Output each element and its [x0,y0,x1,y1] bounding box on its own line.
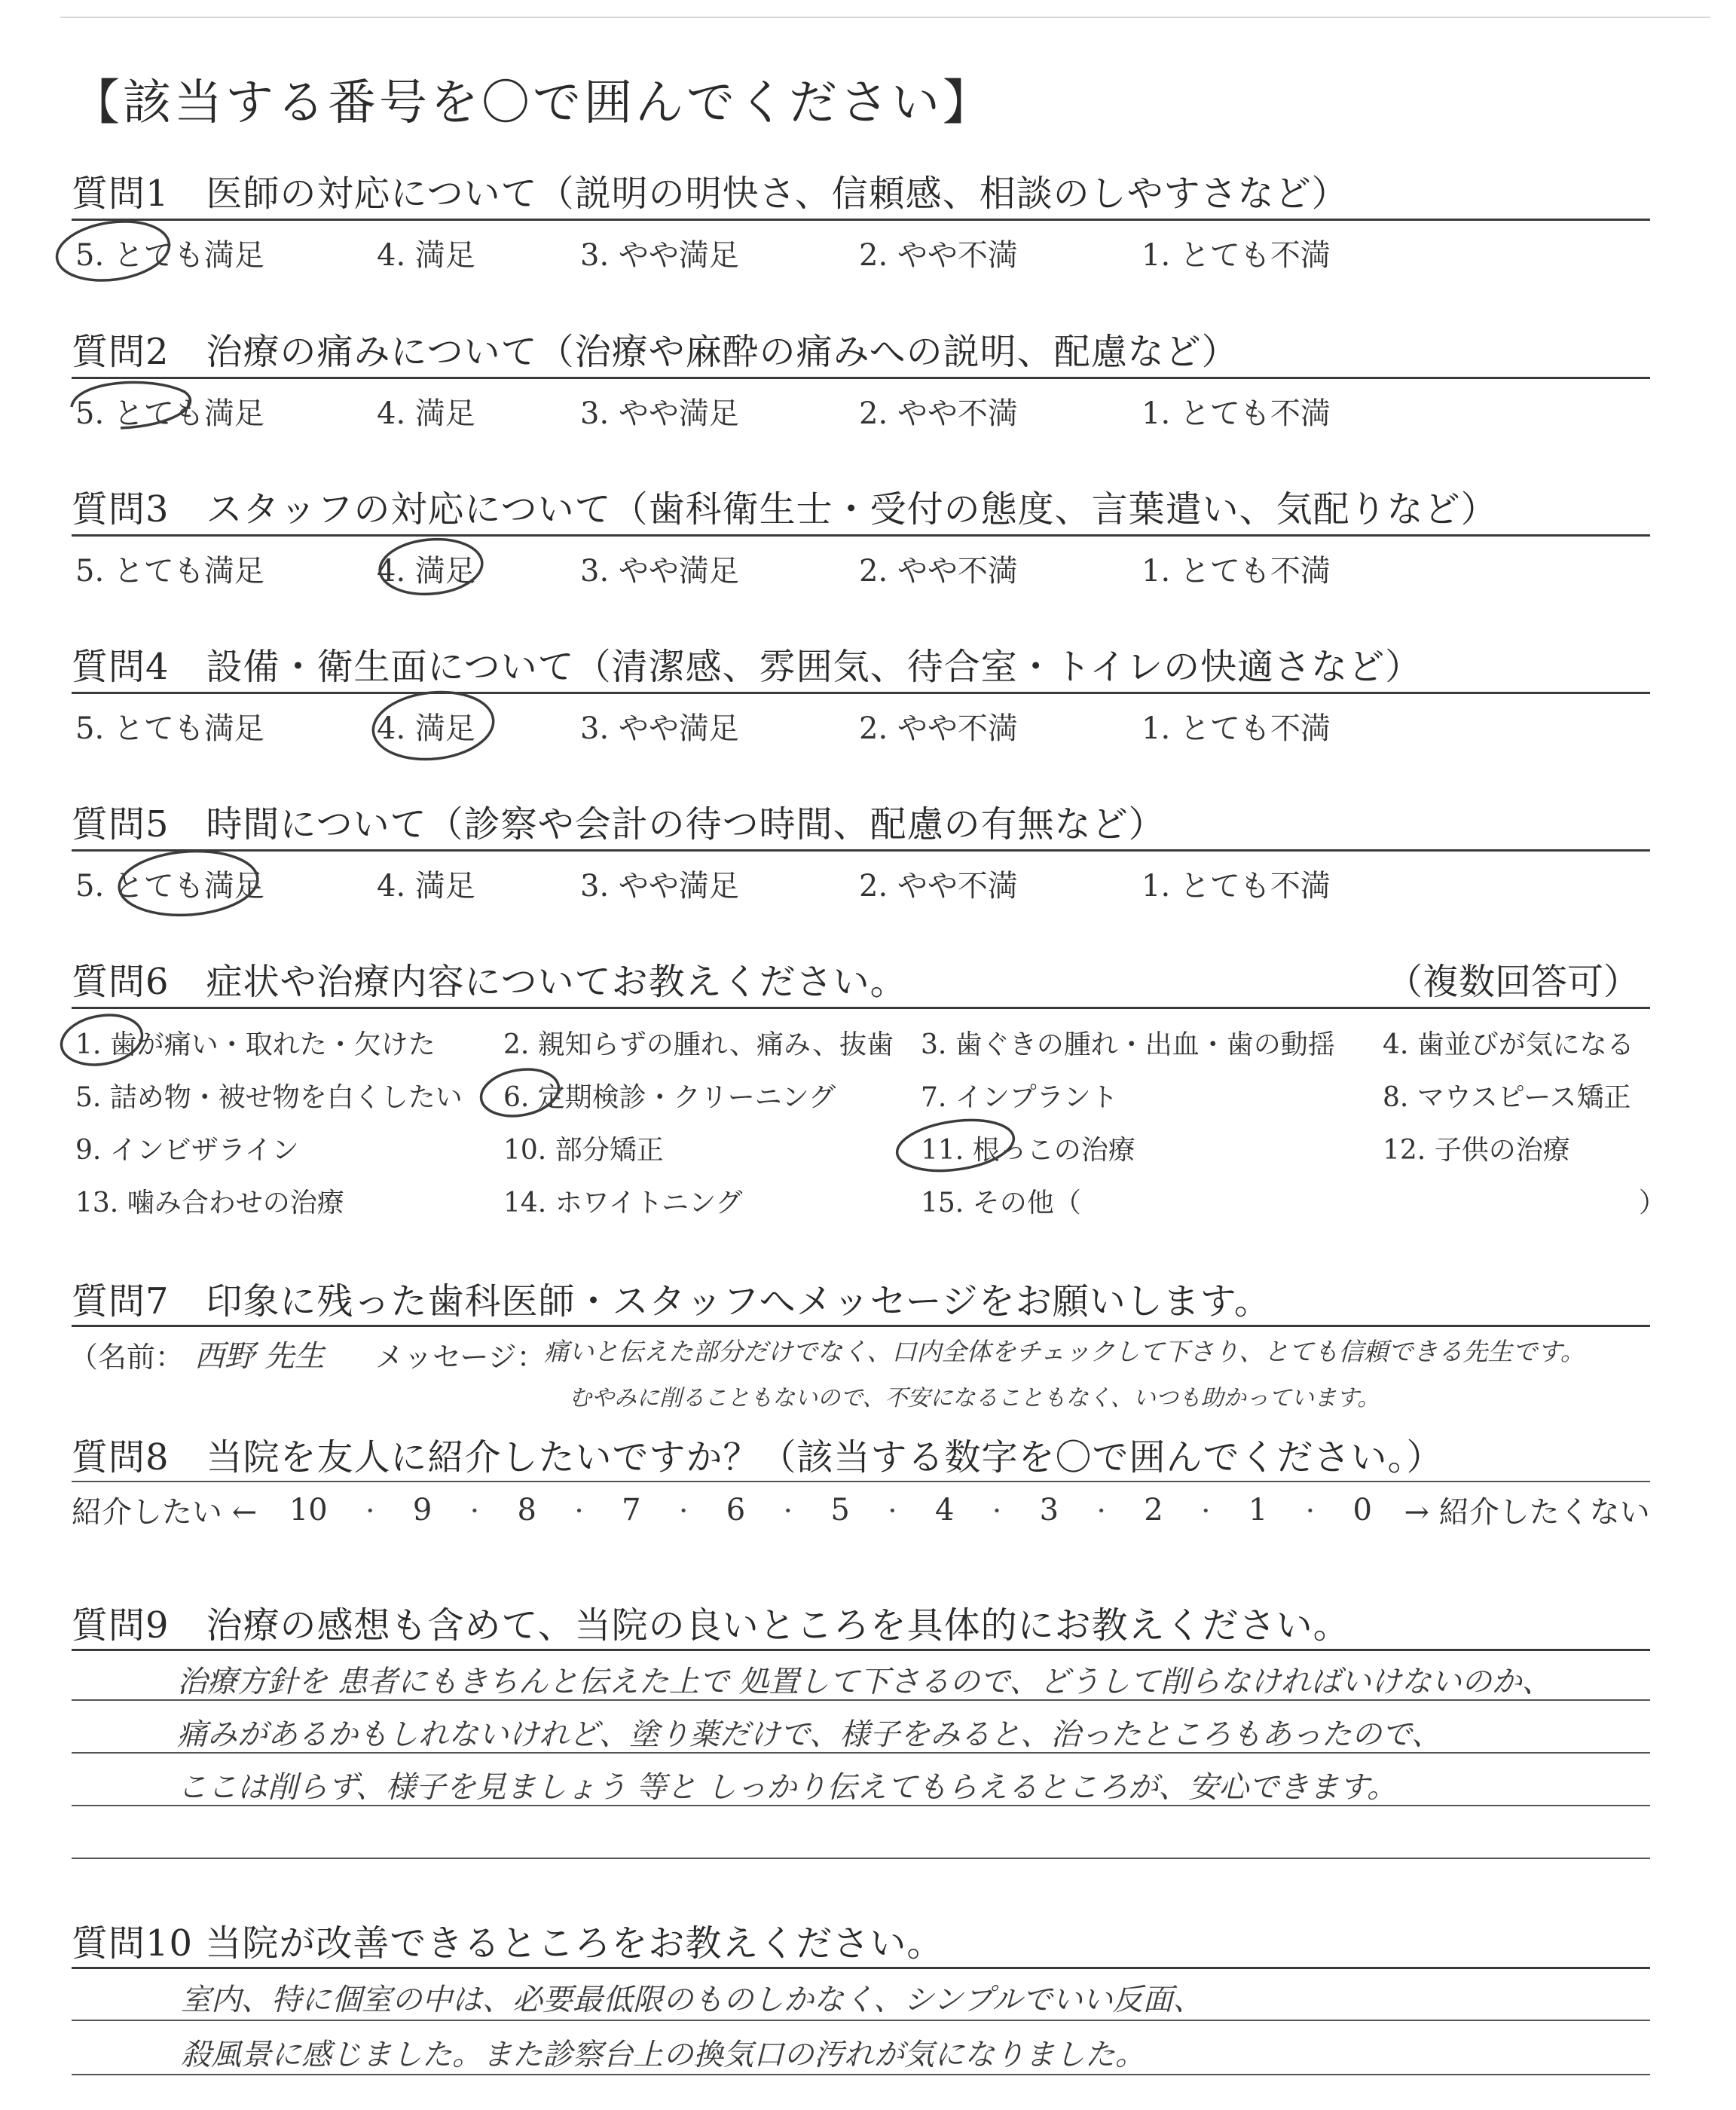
scale-10[interactable]: 10 [289,1492,328,1527]
q3-option-4[interactable]: 4. 満足 [377,554,475,589]
q2-option-5[interactable]: 5. とても満足 [75,396,264,431]
q6-option-15[interactable]: 15. その他（ [921,1188,1081,1219]
q6-option-11[interactable]: 11. 根っこの治療 [921,1135,1135,1166]
scale-separator: ・ [1195,1498,1217,1524]
q7-message-line-2[interactable]: むやみに削ることもないので、不安になることもなく、いつも助かっています。 [569,1385,1380,1411]
page-top-border [60,17,1710,18]
q9-answer-line-1[interactable]: 治療方針を 患者にもきちんと伝えた上で 処置して下さるので、どうして削らなければいけないのか、 [177,1665,1552,1699]
scale-separator: ・ [986,1498,1008,1524]
question-9-title: 質問9 治療の感想も含めて、当院の良いところを具体的にお教えください。 [72,1604,1350,1647]
q2-option-3[interactable]: 3. やや満足 [580,396,739,431]
scale-4[interactable]: 4 [935,1492,955,1527]
q3-option-2[interactable]: 2. やや不満 [859,554,1018,589]
scale-separator: ・ [1299,1498,1321,1524]
q9-answer-rule [72,1752,1650,1754]
scale-separator: ・ [882,1498,903,1524]
q6-option-7[interactable]: 7. インプラント [921,1082,1118,1113]
question-10-title: 質問10 当院が改善できるところをお教えください。 [72,1922,944,1965]
q2-option-1[interactable]: 1. とても不満 [1142,396,1331,431]
scale-7[interactable]: 7 [622,1492,641,1527]
q6-option-3[interactable]: 3. 歯ぐきの腫れ・出血・歯の動揺 [921,1029,1335,1060]
scale-8[interactable]: 8 [517,1492,536,1527]
question-4-rule [72,692,1650,694]
question-1-title: 質問1 医師の対応について（説明の明快さ、信頼感、相談のしやすさなど） [72,173,1349,215]
q6-option-13[interactable]: 13. 噛み合わせの治療 [75,1188,344,1219]
q9-answer-rule [72,1699,1650,1701]
scale-9[interactable]: 9 [412,1492,432,1527]
question-5-rule [72,849,1650,852]
q4-option-4[interactable]: 4. 満足 [377,711,475,746]
question-2-title: 質問2 治療の痛みについて（治療や麻酔の痛みへの説明、配慮など） [72,331,1239,373]
question-8-rule [72,1481,1650,1482]
q7-name-value[interactable]: 西野 先生 [194,1339,325,1374]
question-3-rule [72,534,1650,537]
q6-option-8[interactable]: 8. マウスピース矯正 [1383,1082,1631,1113]
scale-1[interactable]: 1 [1248,1492,1268,1527]
question-9-rule [72,1649,1650,1651]
q10-answer-line-1[interactable]: 室内、特に個室の中は、必要最低限のものしかなく、シンプルでいい反面、 [181,1983,1203,2017]
q5-option-5[interactable]: 5. とても満足 [75,869,264,904]
q10-answer-rule [72,2074,1650,2075]
scale-6[interactable]: 6 [726,1492,746,1527]
q9-answer-line-3[interactable]: ここは削らず、様子を見ましょう 等と しっかり伝えてもらえるところが、安心できます。 [177,1770,1398,1805]
q3-option-1[interactable]: 1. とても不満 [1142,554,1331,589]
question-2-rule [72,377,1650,379]
q10-answer-rule [72,2020,1650,2021]
q1-option-1[interactable]: 1. とても不満 [1142,238,1331,273]
question-10-rule [72,1967,1650,1969]
q3-option-5[interactable]: 5. とても満足 [75,554,264,589]
scale-3[interactable]: 3 [1039,1492,1059,1527]
q6-option-15-close: ） [1639,1188,1667,1219]
q6-option-14[interactable]: 14. ホワイトニング [503,1188,743,1219]
q6-option-9[interactable]: 9. インビザライン [75,1135,299,1166]
q9-answer-rule [72,1858,1650,1859]
q7-message-line-1[interactable]: 痛いと伝えた部分だけでなく、口内全体をチェックして下さり、とても信頼できる先生です。 [544,1337,1585,1366]
scale-separator: ・ [673,1498,695,1524]
scale-separator: ・ [359,1498,381,1524]
q6-option-2[interactable]: 2. 親知らずの腫れ、痛み、抜歯 [503,1029,894,1060]
question-5-title: 質問5 時間について（診察や会計の待つ時間、配慮の有無など） [72,803,1166,846]
q1-option-3[interactable]: 3. やや満足 [580,238,739,273]
scale-separator: ・ [777,1498,799,1524]
q6-option-10[interactable]: 10. 部分矯正 [503,1135,664,1166]
q9-answer-rule [72,1805,1650,1806]
q4-option-2[interactable]: 2. やや不満 [859,711,1018,746]
page-title: 【該当する番号を〇で囲んでください】 [72,75,994,131]
q5-option-1[interactable]: 1. とても不満 [1142,869,1331,904]
question-1-rule [72,219,1650,221]
q2-option-4[interactable]: 4. 満足 [377,396,475,431]
q1-option-5[interactable]: 5. とても満足 [75,238,264,273]
question-4-title: 質問4 設備・衛生面について（清潔感、雰囲気、待合室・トイレの快適さなど） [72,646,1423,688]
q6-option-5[interactable]: 5. 詰め物・被せ物を白くしたい [75,1082,463,1113]
q4-option-5[interactable]: 5. とても満足 [75,711,264,746]
q6-option-4[interactable]: 4. 歯並びが気になる [1383,1029,1634,1060]
q1-option-4[interactable]: 4. 満足 [377,238,475,273]
q6-option-6[interactable]: 6. 定期検診・クリーニング [503,1082,836,1113]
q7-name-label: （名前： [69,1341,185,1374]
question-6-note: （複数回答可） [1386,961,1640,1003]
scale-left-label: 紹介したい ← [72,1495,258,1530]
q3-option-3[interactable]: 3. やや満足 [580,554,739,589]
scale-right-label: → 紹介したくない [1404,1495,1650,1530]
scale-separator: ・ [1090,1498,1112,1524]
q4-option-1[interactable]: 1. とても不満 [1142,711,1331,746]
q7-message-label: メッセージ： [375,1341,546,1374]
scale-0[interactable]: 0 [1352,1492,1372,1527]
question-7-rule [72,1325,1650,1327]
scale-5[interactable]: 5 [830,1492,850,1527]
scale-separator: ・ [568,1498,590,1524]
scale-separator: ・ [463,1498,485,1524]
q10-answer-line-2[interactable]: 殺風景に感じました。また診察台上の換気口の汚れが気になりました。 [181,2038,1145,2072]
scale-2[interactable]: 2 [1144,1492,1163,1527]
q6-option-12[interactable]: 12. 子供の治療 [1383,1135,1570,1166]
q2-option-2[interactable]: 2. やや不満 [859,396,1018,431]
q5-option-4[interactable]: 4. 満足 [377,869,475,904]
question-3-title: 質問3 スタッフの対応について（歯科衛生士・受付の態度、言葉遣い、気配りなど） [72,488,1498,531]
q9-answer-line-2[interactable]: 痛みがあるかもしれないけれど、塗り薬だけで、様子をみると、治ったところもあったので、 [177,1717,1441,1752]
question-6-rule [72,1007,1650,1009]
question-8-title: 質問8 当院を友人に紹介したいですか？（該当する数字を〇で囲んでください。） [72,1436,1444,1479]
q4-option-3[interactable]: 3. やや満足 [580,711,739,746]
question-6-title: 質問6 症状や治療内容についてお教えください。 [72,961,907,1003]
recommend-scale [72,1488,1650,1531]
q5-option-3[interactable]: 3. やや満足 [580,869,739,904]
q1-option-2[interactable]: 2. やや不満 [859,238,1018,273]
q6-option-1[interactable]: 1. 歯が痛い・取れた・欠けた [75,1029,436,1060]
question-7-title: 質問7 印象に残った歯科医師・スタッフへメッセージをお願いします。 [72,1280,1271,1323]
q5-option-2[interactable]: 2. やや不満 [859,869,1018,904]
